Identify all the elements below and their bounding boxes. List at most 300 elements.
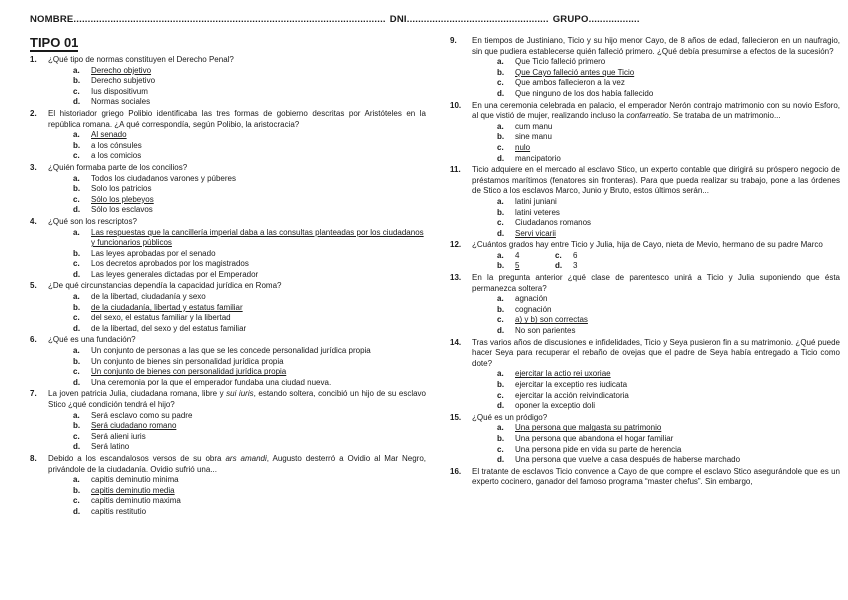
option-letter: c. — [73, 259, 80, 269]
question-text — [48, 109, 426, 130]
option-text — [91, 346, 426, 357]
option-text-correct-answer — [515, 229, 840, 240]
option-letter: c. — [497, 315, 504, 325]
option-letter: d. — [73, 205, 81, 215]
option-letter: b. — [497, 261, 505, 271]
text-segment: La joven patricia Julia, ciudadana romana, libre y — [48, 389, 227, 399]
questions-left — [30, 55, 426, 518]
question-text — [472, 467, 840, 488]
option-text — [515, 122, 840, 133]
option-row — [73, 303, 426, 314]
question-item — [30, 163, 426, 216]
question-number: 2. — [30, 108, 37, 118]
option-row — [73, 411, 426, 422]
text-segment: capitis deminutio minima — [91, 475, 179, 485]
option-letter: c. — [73, 151, 80, 161]
question-number: 14. — [450, 337, 462, 347]
option-letter: b. — [497, 380, 505, 389]
option-letter: a. — [497, 250, 504, 260]
option-letter: a. — [73, 410, 80, 420]
text-segment: ¿Quién formaba parte de los concilios? — [48, 162, 188, 172]
text-segment: Las leyes aprobadas por el senado — [91, 248, 216, 258]
option-row — [497, 326, 840, 337]
question-number: 5. — [30, 281, 37, 291]
option-row — [497, 305, 840, 316]
question-text — [472, 413, 840, 424]
option-text — [515, 154, 840, 165]
option-letter: c. — [73, 367, 80, 377]
option-text-correct-answer — [91, 303, 426, 314]
option-letter: c. — [73, 194, 80, 204]
options-list — [472, 251, 840, 272]
options-list — [472, 57, 840, 99]
option-letter: d. — [73, 442, 81, 452]
question-text — [48, 389, 426, 410]
option-row — [497, 122, 840, 133]
question-item — [30, 454, 426, 518]
option-text — [91, 259, 426, 270]
question-text — [48, 281, 426, 292]
question-item — [30, 109, 426, 162]
text-segment: Una persona que abandona el hogar familiar — [515, 433, 674, 443]
text-segment: Servi vicarii — [515, 228, 556, 238]
question-item — [450, 273, 840, 337]
grupo-label: GRUPO — [552, 14, 589, 25]
question-number: 12. — [450, 240, 462, 250]
text-segment: ejercitar la acción reivindicatoria — [515, 390, 629, 400]
option-letter: c. — [73, 313, 80, 323]
option-row — [73, 195, 426, 206]
option-text — [515, 89, 840, 100]
text-segment: Que Ticio falleció primero — [515, 57, 606, 67]
option-text — [515, 218, 840, 229]
text-segment: 6 — [573, 250, 578, 260]
text-segment: Ticio adquiere en el mercado al esclavo Stico, un experto contable que dirigirá su próspero negocio de préstamos marítimos (fenatores sin fronteras). Para que pueda realizar su trabajo, pone a las órdenes de Stico a los esclavos Marco, Junio y Bruto, estos últimos serán... — [472, 165, 840, 196]
option-row — [73, 249, 426, 260]
option-letter: d. — [73, 323, 81, 333]
option-row — [497, 455, 840, 466]
option-text — [573, 261, 615, 272]
italic-latin-term: sui iuris — [226, 389, 254, 399]
option-letter: d. — [555, 261, 563, 271]
option-row — [73, 130, 426, 141]
option-letter: a. — [497, 196, 504, 206]
option-text — [91, 432, 426, 443]
italic-latin-term: ars amandi — [225, 453, 267, 463]
option-letter: c. — [73, 86, 80, 96]
question-number: 9. — [450, 36, 457, 45]
text-segment: , estando soltera, concibió un hijo de su esclavo Stico ¿qué condición tendrá el hijo? — [48, 389, 426, 409]
question-body — [472, 467, 840, 488]
option-letter: d. — [73, 506, 81, 516]
text-segment: cum manu — [515, 121, 553, 131]
text-segment: Una persona pide en vida su parte de herencia — [515, 444, 682, 454]
grupo-blank: .................. — [588, 14, 640, 25]
text-segment: Ius dispositivum — [91, 86, 148, 96]
option-letter: b. — [497, 132, 505, 142]
question-item — [30, 55, 426, 108]
option-row — [73, 357, 426, 368]
question-number: 3. — [30, 162, 37, 172]
left-column — [30, 29, 426, 519]
option-text — [91, 87, 426, 98]
option-letter: d. — [73, 377, 81, 387]
option-text — [91, 270, 426, 281]
text-segment: Será latino — [91, 442, 130, 452]
option-text — [515, 208, 840, 219]
question-item — [450, 36, 840, 100]
question-item — [450, 101, 840, 165]
option-text — [91, 141, 426, 152]
question-text — [48, 163, 426, 174]
option-row — [497, 89, 840, 100]
text-segment: agnación — [515, 294, 548, 304]
option-letter: d. — [497, 401, 505, 411]
text-segment: ¿De qué circunstancias dependía la capacidad jurídica en Roma? — [48, 281, 282, 291]
text-segment: ¿Qué son los rescriptos? — [48, 216, 137, 226]
option-row — [497, 369, 840, 380]
text-segment: Sólo los plebeyos — [91, 194, 154, 204]
text-segment: En la pregunta anterior ¿qué clase de parentesco unirá a Ticio y Julia suponiendo que ésta permanezca soltera? — [472, 273, 840, 293]
two-column-layout — [30, 29, 840, 519]
question-body — [472, 413, 840, 466]
text-segment: Derecho objetivo — [91, 65, 152, 75]
options-list — [48, 228, 426, 281]
question-text — [472, 240, 840, 251]
text-segment: mancipatorio — [515, 153, 561, 163]
text-segment: capitis restitutio — [91, 506, 147, 516]
option-row — [497, 78, 840, 89]
option-letter: d. — [497, 228, 505, 238]
option-text-correct-answer — [515, 261, 555, 272]
option-text — [91, 357, 426, 368]
option-text — [515, 391, 840, 402]
option-row — [497, 197, 840, 208]
option-letter: b. — [73, 140, 81, 150]
text-segment: Será esclavo como su padre — [91, 410, 193, 420]
question-body — [472, 165, 840, 239]
text-segment: Una ceremonia por la que el emperador fundaba una ciudad nueva. — [91, 377, 332, 387]
option-letter: a. — [73, 130, 80, 140]
text-segment: Derecho subjetivo — [91, 76, 156, 86]
exam-type-title-text: TIPO 01 — [30, 35, 79, 50]
text-segment: Debido a los escandalosos versos de su obra — [48, 453, 226, 463]
option-text — [91, 442, 426, 453]
question-number: 4. — [30, 216, 37, 226]
question-body — [472, 240, 840, 272]
text-segment: Que ambos fallecieron a la vez — [515, 78, 625, 88]
questions-right — [450, 36, 840, 488]
option-row — [73, 378, 426, 389]
exam-type-title — [30, 35, 426, 50]
option-text — [515, 132, 840, 143]
option-row — [73, 76, 426, 87]
option-row — [497, 391, 840, 402]
option-row — [497, 380, 840, 391]
question-body — [472, 273, 840, 337]
right-column — [450, 29, 840, 489]
option-text-correct-answer — [515, 143, 840, 154]
question-number: 7. — [30, 389, 37, 399]
question-item — [30, 281, 426, 334]
text-segment: a los comicios — [91, 151, 142, 161]
option-text — [91, 475, 426, 486]
option-text — [91, 411, 426, 422]
options-list — [472, 122, 840, 164]
option-row — [497, 423, 840, 434]
option-text-correct-answer — [515, 315, 840, 326]
question-body — [48, 163, 426, 216]
option-letter: b. — [73, 248, 81, 258]
option-text — [91, 507, 426, 518]
question-number: 10. — [450, 100, 462, 110]
text-segment: Todos los ciudadanos varones y púberes — [91, 173, 236, 183]
option-row — [73, 205, 426, 216]
text-segment: Un conjunto de bienes sin personalidad jurídica propia — [91, 356, 284, 366]
option-letter: c. — [497, 78, 504, 88]
text-segment: ¿Qué tipo de normas constituyen el Derecho Penal? — [48, 55, 234, 64]
text-segment: . Se trataba de un matrimonio... — [668, 111, 781, 121]
option-row — [73, 313, 426, 324]
option-row — [73, 475, 426, 486]
option-letter: b. — [497, 207, 505, 217]
question-number: 16. — [450, 466, 462, 476]
question-text — [472, 338, 840, 370]
dni-label: DNI — [389, 14, 407, 25]
options-list — [472, 369, 840, 411]
option-letter: a. — [497, 121, 504, 131]
question-item — [30, 389, 426, 453]
text-segment: capitis deminutio maxima — [91, 496, 181, 506]
text-segment: ¿Qué es un pródigo? — [472, 412, 548, 422]
option-text — [91, 97, 426, 108]
text-segment: ejercitar la actio rei uxoriae — [515, 369, 611, 379]
option-letter: b. — [497, 304, 505, 314]
option-letter: c. — [73, 431, 80, 441]
option-text — [515, 445, 840, 456]
option-text — [573, 251, 615, 262]
question-text — [472, 36, 840, 57]
option-text — [91, 205, 426, 216]
text-segment: El historiador griego Polibio identificaba las tres formas de gobierno descritas por Aristóteles en la república romana. ¿A qué correspondía, según Polibio, la aristocracia? — [48, 108, 426, 129]
option-row — [73, 174, 426, 185]
option-letter: b. — [73, 184, 81, 194]
text-segment: Será ciudadano romano — [91, 421, 177, 431]
option-letter: a. — [497, 294, 504, 304]
option-text — [515, 434, 840, 445]
text-segment: sine manu — [515, 132, 552, 142]
option-letter: a. — [73, 346, 80, 356]
text-segment: cognación — [515, 304, 552, 314]
option-row — [497, 251, 555, 262]
option-row — [73, 421, 426, 432]
option-letter: a. — [497, 369, 504, 379]
option-text — [515, 401, 840, 412]
option-row — [497, 208, 840, 219]
question-text — [48, 55, 426, 66]
question-number: 15. — [450, 412, 462, 422]
text-segment: Un conjunto de personas a las que se les concede personalidad jurídica propia — [91, 346, 371, 356]
question-item — [30, 217, 426, 281]
option-text — [91, 184, 426, 195]
question-item — [450, 413, 840, 466]
text-segment: Las respuestas que la cancillería imperial daba a las consultas planteadas por los ciudadanos y funcionarios públicos — [91, 227, 424, 248]
option-text — [515, 305, 840, 316]
text-segment: de la ciudadanía, libertad y estatus familiar — [91, 302, 243, 312]
text-segment: No son parientes — [515, 326, 576, 336]
text-segment: ¿Cuántos grados hay entre Ticio y Julia, hija de Cayo, nieta de Mevio, hermano de su padre Marco — [472, 240, 823, 250]
option-letter: c. — [497, 142, 504, 152]
option-text — [91, 292, 426, 303]
option-text — [91, 249, 426, 260]
question-item — [450, 338, 840, 412]
option-text — [91, 313, 426, 324]
option-letter: a. — [497, 423, 504, 433]
options-list — [472, 423, 840, 465]
option-row — [497, 294, 840, 305]
option-row — [555, 251, 615, 262]
option-text-correct-answer — [91, 228, 426, 249]
text-segment: Los decretos aprobados por los magistrados — [91, 259, 249, 269]
text-segment: 5 — [515, 261, 520, 271]
options-list — [472, 294, 840, 336]
italic-latin-term: confarreatio — [626, 111, 669, 121]
options-list — [48, 346, 426, 388]
option-letter: c. — [497, 218, 504, 228]
text-segment: Al senado — [91, 130, 127, 140]
text-segment: a) y b) son correctas — [515, 315, 588, 325]
option-text-correct-answer — [515, 423, 840, 434]
option-letter: b. — [73, 76, 81, 86]
question-body — [472, 36, 840, 100]
option-row — [73, 184, 426, 195]
option-letter: d. — [497, 455, 505, 465]
option-text — [515, 455, 840, 466]
option-letter: d. — [497, 88, 505, 98]
text-segment: Sólo los esclavos — [91, 205, 153, 215]
option-text-correct-answer — [91, 195, 426, 206]
text-segment: Será alieni iuris — [91, 431, 146, 441]
option-letter: d. — [73, 269, 81, 279]
question-number: 8. — [30, 453, 37, 463]
option-row — [497, 315, 840, 326]
text-segment: de la libertad, del sexo y del estatus familiar — [91, 323, 247, 333]
option-letter: b. — [73, 421, 81, 431]
text-segment: Tras varios años de discusiones e infidelidades, Ticio y Seya pusieron fin a su matrimonio. ¿Qué puede hacer Seya para recuperar el rebaño de ovejas que el padre de Seya había entregado a Ticio como dote? — [472, 337, 840, 368]
question-number: 11. — [450, 165, 461, 175]
option-letter: c. — [497, 390, 504, 400]
option-letter: a. — [73, 292, 80, 302]
question-text — [472, 165, 840, 197]
option-row — [73, 66, 426, 77]
text-segment: a los cónsules — [91, 140, 142, 150]
option-row — [497, 132, 840, 143]
option-letter: a. — [73, 65, 80, 75]
option-row — [497, 154, 840, 165]
text-segment: nulo — [515, 142, 531, 152]
question-number: 13. — [450, 273, 462, 283]
option-letter: c. — [73, 496, 80, 506]
option-row — [497, 401, 840, 412]
option-text-correct-answer — [91, 367, 426, 378]
option-text — [91, 324, 426, 335]
nombre-label: NOMBRE — [30, 14, 74, 25]
options-list — [48, 130, 426, 162]
option-row — [73, 87, 426, 98]
question-item — [450, 467, 840, 488]
option-row — [73, 259, 426, 270]
option-row — [73, 228, 426, 249]
option-letter: a. — [73, 475, 80, 485]
option-row — [497, 229, 840, 240]
question-item — [450, 240, 840, 272]
option-text — [515, 294, 840, 305]
option-row — [73, 270, 426, 281]
option-text — [515, 197, 840, 208]
text-segment: ¿Qué es una fundación? — [48, 335, 136, 345]
options-list — [472, 197, 840, 239]
option-text — [91, 496, 426, 507]
option-text — [515, 380, 840, 391]
question-body — [48, 335, 426, 388]
option-row — [497, 218, 840, 229]
option-text — [91, 378, 426, 389]
option-row — [73, 346, 426, 357]
nombre-blank: .............................................................................................................. — [73, 14, 386, 25]
option-text — [515, 251, 555, 262]
option-row — [497, 261, 555, 272]
header-line — [30, 13, 840, 26]
dni-blank: .................................................. — [406, 14, 549, 25]
options-list — [48, 475, 426, 517]
question-text — [472, 273, 840, 294]
text-segment: Una persona que vuelve a casa después de haberse marchado — [515, 455, 741, 465]
option-text — [515, 326, 840, 337]
option-row — [73, 292, 426, 303]
text-segment: 3 — [573, 261, 578, 271]
option-row — [73, 367, 426, 378]
option-letter: a. — [73, 227, 80, 237]
text-segment: Solo los patricios — [91, 184, 152, 194]
option-text-correct-answer — [515, 68, 840, 79]
option-text — [91, 174, 426, 185]
question-body — [48, 454, 426, 518]
option-letter: b. — [73, 356, 81, 366]
option-row — [555, 261, 615, 272]
question-text — [48, 335, 426, 346]
option-letter: c. — [555, 250, 562, 260]
text-segment: Ciudadanos romanos — [515, 218, 592, 228]
option-text-correct-answer — [91, 486, 426, 497]
text-segment: Las leyes generales dictadas por el Emperador — [91, 269, 259, 279]
option-text — [515, 57, 840, 68]
question-body — [48, 109, 426, 162]
text-segment: Una persona que malgasta su patrimonio — [515, 423, 662, 433]
option-text-correct-answer — [515, 369, 840, 380]
question-number: 1. — [30, 55, 37, 64]
text-segment: Que Cayo falleció antes que Ticio — [515, 67, 635, 77]
text-segment: En tiempos de Justiniano, Ticio y su hijo menor Cayo, de 8 años de edad, fallecieron en un naufragio, sin que pudiera establecerse quién falleció primero. ¿Qué debía presumirse a efectos de la sucesión? — [472, 36, 840, 56]
option-row — [73, 151, 426, 162]
text-segment: Que ninguno de los dos había fallecido — [515, 88, 654, 98]
option-row — [497, 57, 840, 68]
options-list — [48, 66, 426, 108]
option-row — [73, 141, 426, 152]
option-row — [73, 442, 426, 453]
option-row — [497, 68, 840, 79]
option-letter: b. — [73, 485, 81, 495]
options-list — [48, 411, 426, 453]
